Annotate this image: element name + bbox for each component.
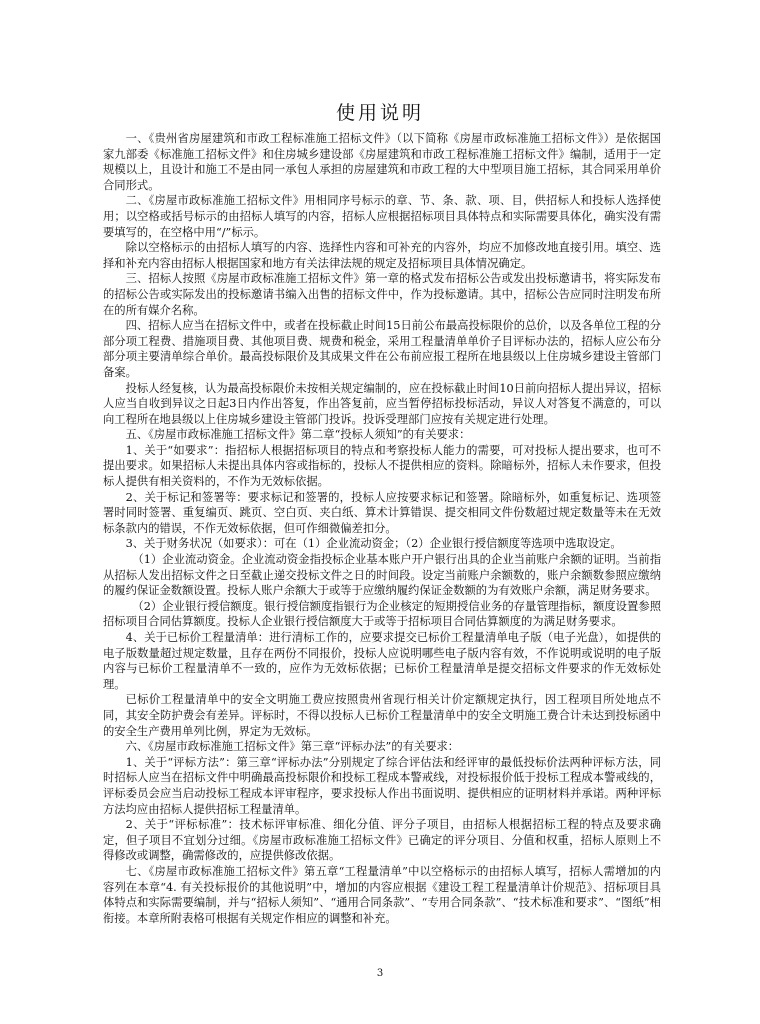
paragraph-4: 三、招标人按照《房屋市政标准施工招标文件》第一章的格式发布招标公告或发出投标邀请书，将实际发布的招标公告或实际发出的投标邀请书编入出售的招标文件中，作为投标邀请。其中，招标公告应同时注明发布所在的所有媒介名称。 (103, 272, 661, 317)
paragraph-14: 已标价工程量清单中的安全文明施工费应按照贵州省现行相关计价定额规定执行，因工程项目所处地点不同，其安全防护费会有差异。评标时，不得以投标人已标价工程量清单中的安全文明施工费合计未达到投标函中的安全生产费用单列比例，界定为无效标。 (103, 693, 661, 738)
paragraph-16: 1、关于“评标方法”：第三章“评标办法”分别规定了综合评估法和经评审的最低投标价法两种评标方法，同时招标人应当在招标文件中明确最高投标限价和投标工程成本警戒线，对投标报价低于投标工程成本警戒线的，评标委员会应当启动投标工程成本评审程序，要求投标人作出书面说明、提供相应的证明材料并承诺。两种评标方法均应由招标人提供招标工程量清单。 (103, 755, 661, 816)
paragraph-11: （1）企业流动资金。企业流动资金指投标企业基本账户开户银行出具的企业当前账户余额的证明。当前指从招标人发出招标文件之日至截止递交投标文件之日的时间段。设定当前账户余额数的，账户余额数参照应缴纳的履约保证金数额设置。投标人账户余额大于或等于应缴纳履约保证金数额的为有效账户余额，满足财务要求。 (103, 553, 661, 598)
paragraph-9: 2、关于标记和签署等：要求标记和签署的，投标人应按要求标记和签署。除暗标外，如重复标记、选项签署时同时签署、重复编页、跳页、空白页、夹白纸、算术计算错误、提交相同文件份数超过规定数量等未在无效标条款内的错误，不作无效标依据，但可作细微偏差扣分。 (103, 490, 661, 535)
page-number: 3 (376, 968, 384, 979)
paragraph-7: 五、《房屋市政标准施工招标文件》第二章“投标人须知”的有关要求： (125, 428, 471, 442)
paragraph-8: 1、关于“如要求”：指招标人根据招标项目的特点和考察投标人能力的需要，可对投标人提出要求，也可不提出要求。如果招标人未提出具体内容或指标的，投标人不提供相应的资料。除暗标外，招标人未作要求，但投标人提供有相关资料的，不作为无效标依据。 (103, 443, 661, 489)
paragraph-5: 四、招标人应当在招标文件中，或者在投标截止时间15日前公布最高投标限价的总价，以及各单位工程的分部分项工程费、措施项目费、其他项目费、规费和税金，采用工程量清单单价子目评标办法的，招标人应公布分部分项主要清单综合单价。最高投标限价及其成果文件在公布前应报工程所在地县级以上住房城乡建设主管部门备案。 (103, 319, 661, 379)
paragraph-10: 3、关于财务状况（如要求）：可在（1）企业流动资金；（2）企业银行授信额度等选项中选取设定。 (125, 537, 622, 551)
document-body (103, 131, 661, 926)
paragraph-18: 七、《房屋市政标准施工招标文件》第五章“工程量清单”中以空格标示的由招标人填写，招标人需增加的内容列在本章“4. 有关投标报价的其他说明”中，增加的内容应根据《建设工程工程量清单计价规范》、招标项目具体特点和实际需要编制，并与“招标人须知”、“通用合同条款”、“专用合同条款”、“技术标准和要求”、“图纸”相衔接。本章所附表格可根据有关规定作相应的调整和补充。 (103, 864, 661, 925)
paragraph-12: （2）企业银行授信额度。银行授信额度指银行为企业核定的短期授信业务的存量管理指标，额度设置参照招标项目合同估算额度。投标人企业银行授信额度大于或等于招标项目合同估算额度的为满足财务要求。 (103, 599, 661, 629)
paragraph-17: 2、关于“评标标准”：技术标评审标准、细化分值、评分子项目，由招标人根据招标工程的特点及要求确定，但子项目不宜划分过细。《房屋市政标准施工招标文件》已确定的评分项目、分值和权重，招标人原则上不得修改或调整，确需修改的，应提供修改依据。 (103, 818, 661, 863)
page-title: 使用说明 (335, 102, 424, 124)
paragraph-1: 一、《贵州省房屋建筑和市政工程标准施工招标文件》（以下简称《房屋市政标准施工招标文件》）是依据国家九部委《标准施工招标文件》和住房城乡建设部《房屋建筑和市政工程标准施工招标文件》编制，适用于一定规模以上，且设计和施工不是由同一承包人承担的房屋建筑和市政工程的大中型项目施工招标，其合同采用单价合同形式。 (103, 132, 661, 192)
paragraph-13: 4、关于已标价工程量清单：进行清标工作的，应要求提交已标价工程量清单电子版（电子光盘），如提供的电子版数量超过规定数量，且存在两份不同报价，投标人应说明哪些电子版内容有效，不作说明或说明的电子版内容与已标价工程量清单不一致的，应作为无效标依据；已标价工程量清单是提交招标文件要求的作无效标处理。 (103, 631, 661, 691)
paragraph-3: 除以空格标示的由招标人填写的内容、选择性内容和可补充的内容外，均应不加修改地直接引用。填空、选择和补充内容由招标人根据国家和地方有关法律法规的规定及招标项目具体情况确定。 (103, 241, 661, 270)
paragraph-2: 二、《房屋市政标准施工招标文件》用相同序号标示的章、节、条、款、项、目，供招标人和投标人选择使用；以空格或括号标示的由招标人填写的内容，招标人应根据招标项目具体特点和实际需要具体化，确实没有需要填写的，在空格中用“/”标示。 (103, 194, 661, 239)
paragraph-15: 六、《房屋市政标准施工招标文件》第三章“评标办法”的有关要求： (125, 740, 460, 754)
paragraph-6: 投标人经复核，认为最高投标限价未按相关规定编制的，应在投标截止时间10日前向招标人提出异议，招标人应当自收到异议之日起3日内作出答复，作出答复前，应当暂停招标投标活动，异议人对答复不满意的，可以向工程所在地县级以上住房城乡建设主管部门投诉。投诉受理部门应按有关规定进行处理。 (103, 381, 661, 426)
